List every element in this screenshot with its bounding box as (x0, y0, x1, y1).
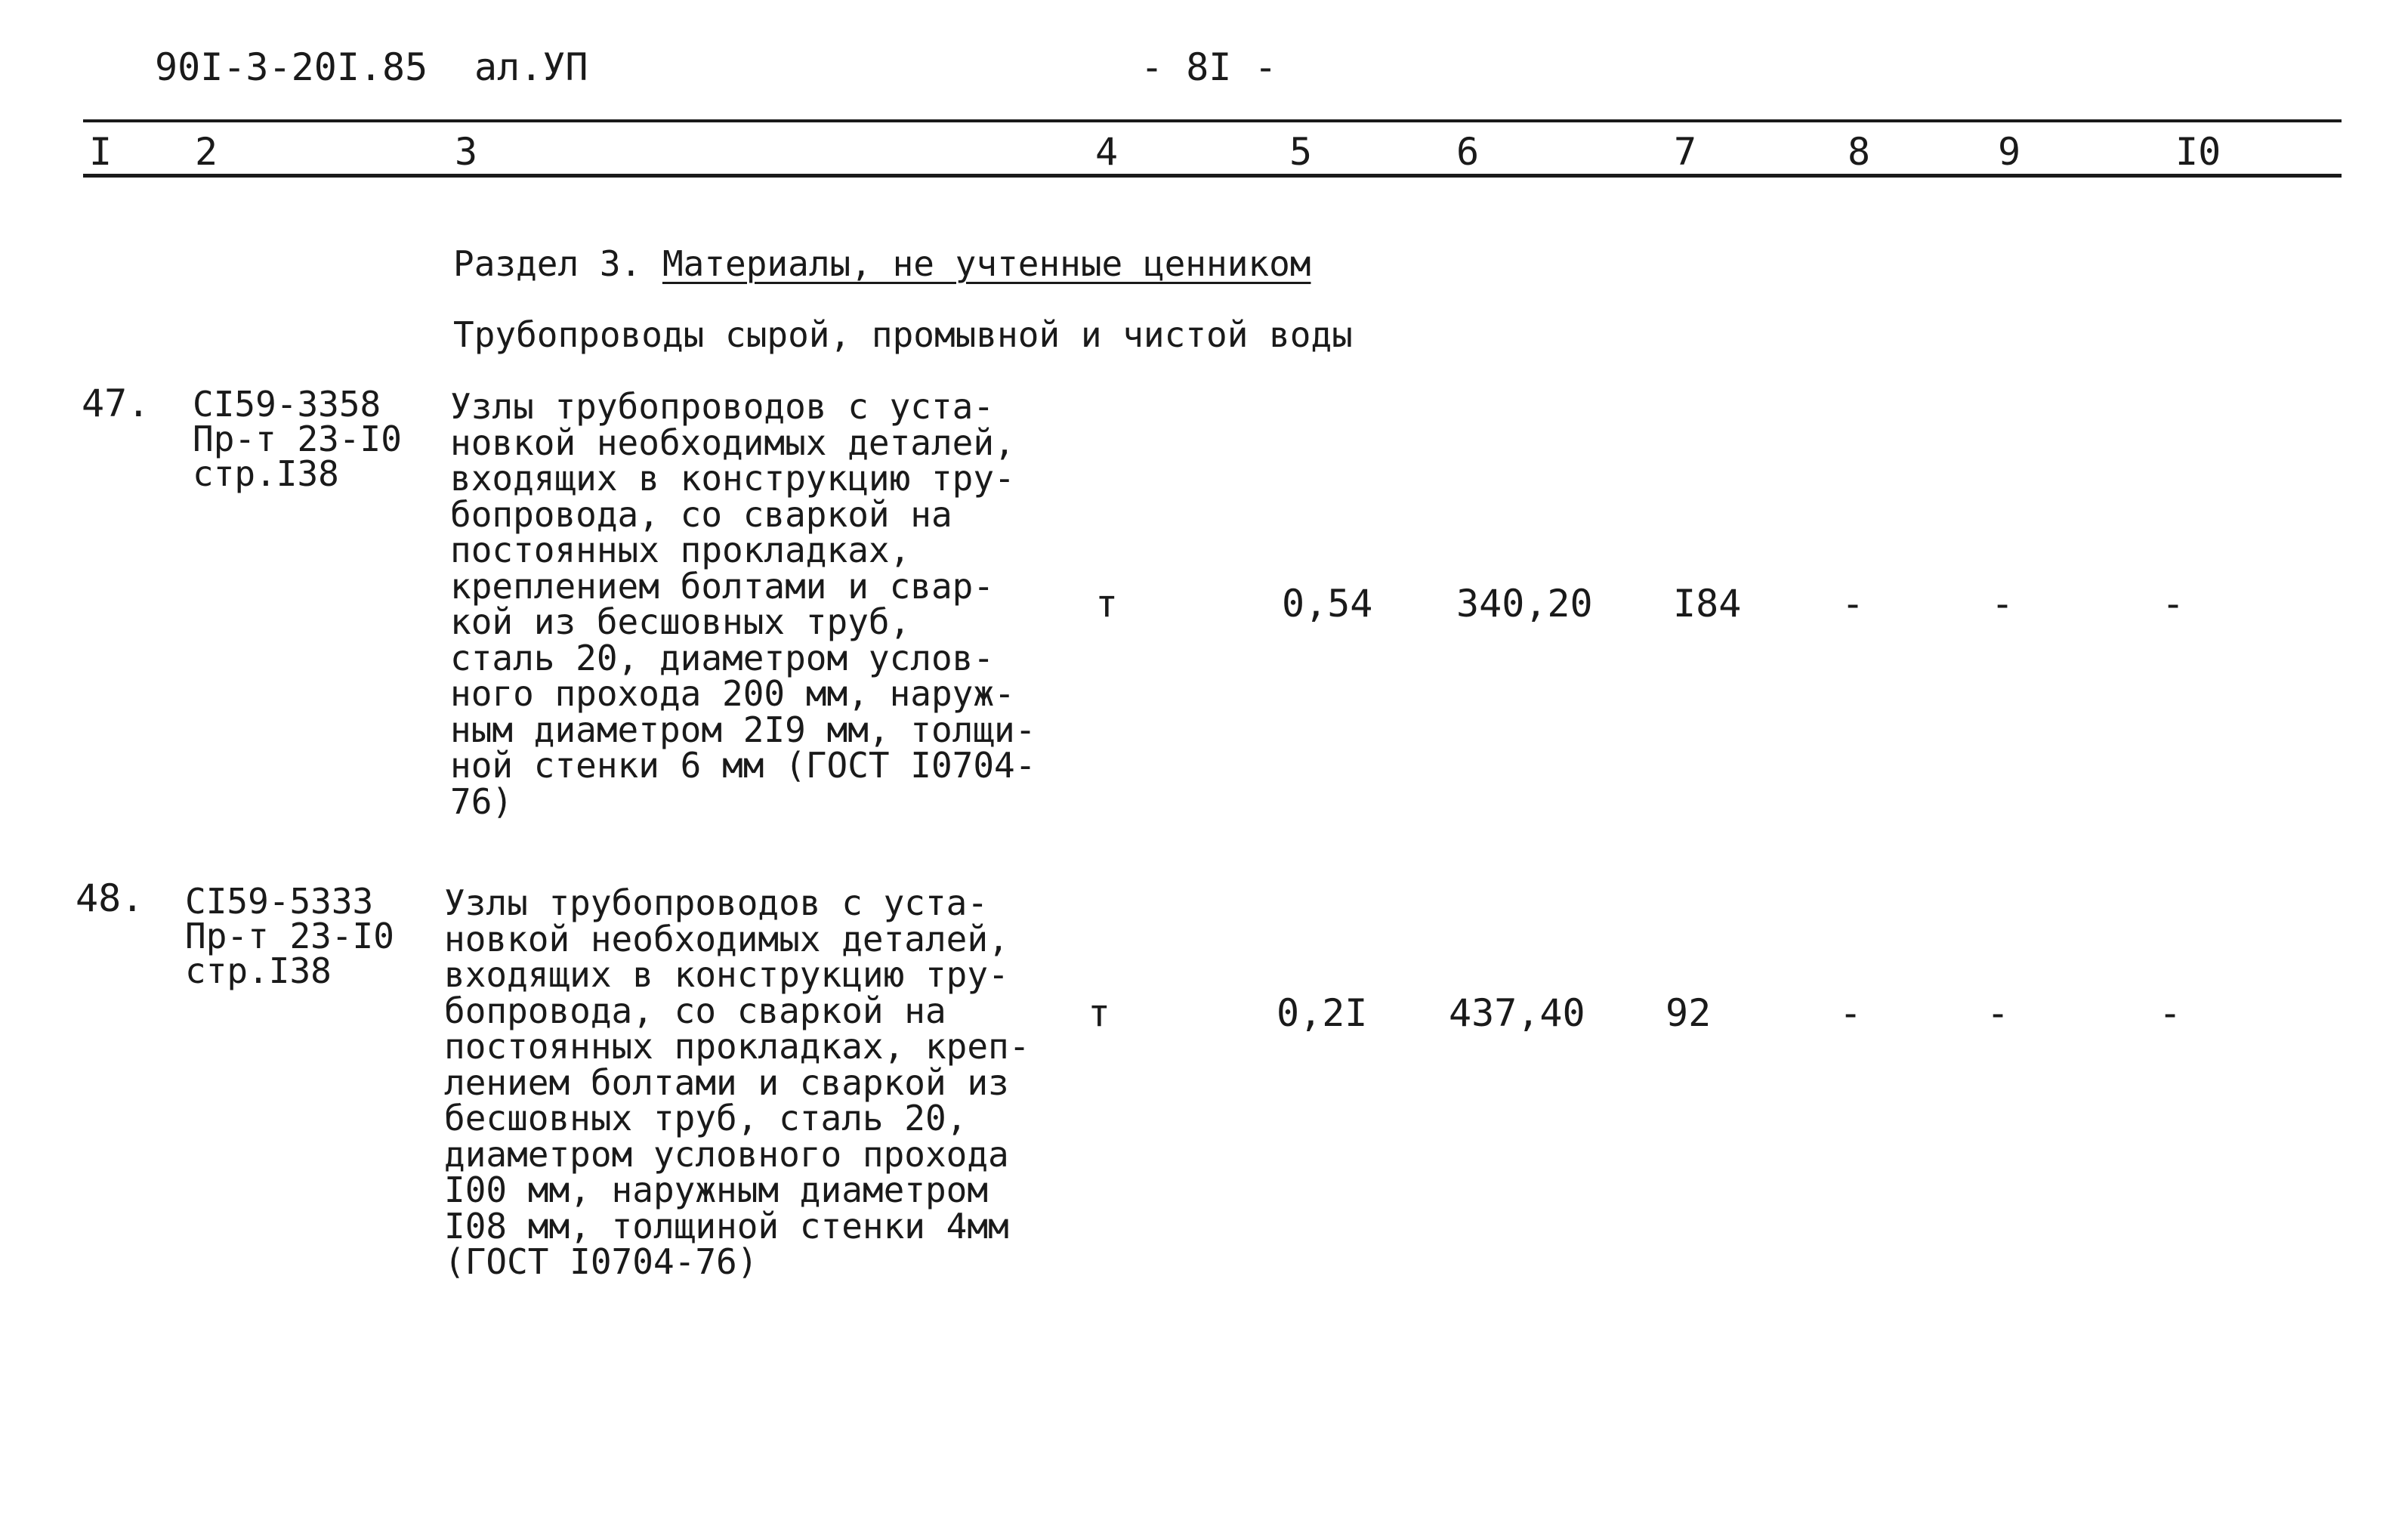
column-header-7: 7 (1674, 130, 1697, 174)
column-9-cell: - (1987, 991, 2010, 1035)
column-8-cell: - (1839, 991, 1863, 1035)
description-line: лением болтами и сваркой из (444, 1061, 1009, 1103)
description-line: I08 мм, толщиной стенки 4мм (444, 1205, 1009, 1247)
price-code (185, 881, 394, 991)
quantity-cell: 0,2I (1277, 991, 1368, 1035)
description-line: бесшовных труб, сталь 20, (444, 1098, 968, 1139)
column-header-8: 8 (1848, 130, 1871, 174)
row-number: 48. (76, 876, 144, 920)
description-line: постоянных прокладках, (450, 530, 911, 570)
column-8-cell: - (1842, 582, 1865, 626)
price-code-line: стр.I38 (193, 453, 339, 494)
description-line: I00 мм, наружным диаметром (444, 1169, 989, 1210)
column-header-4: 4 (1095, 130, 1119, 174)
column-header-10: I0 (2175, 130, 2221, 174)
description-line: входящих в конструкцию тру- (450, 458, 1015, 499)
description-line: входящих в конструкцию тру- (444, 954, 1009, 995)
item-description (444, 882, 1030, 1282)
price-code-line: стр.I38 (185, 950, 332, 991)
item-description (450, 386, 1036, 822)
price-cell: 340,20 (1456, 582, 1593, 626)
document-code: 90I-3-20I.85 (155, 45, 428, 89)
column-header-9: 9 (1998, 130, 2021, 174)
column-header-5: 5 (1289, 130, 1313, 174)
description-line: постоянных прокладках, креп- (444, 1026, 1030, 1067)
column-10-cell: - (2159, 991, 2182, 1035)
section-prefix: Раздел 3. (453, 243, 642, 284)
price-code-line: Пр-т 23-I0 (185, 916, 394, 956)
description-line: 76) (450, 780, 514, 822)
description-line: ного прохода 200 мм, наруж- (450, 673, 1015, 714)
table-header-rule (83, 174, 2342, 178)
price-cell: 437,40 (1449, 991, 1585, 1035)
column-header-1: I (89, 130, 113, 174)
description-line: бопровода, со сваркой на (444, 990, 946, 1031)
album-label: ал.УП (474, 45, 588, 89)
description-line: кой из бесшовных труб, (450, 601, 911, 642)
description-line: сталь 20, диаметром услов- (450, 637, 995, 678)
price-code (193, 384, 402, 494)
section-title: Материалы, не учтенные ценником (662, 243, 1311, 284)
description-line: (ГОСТ I0704-76) (444, 1241, 758, 1282)
unit-cell: т (1095, 582, 1119, 626)
column-10-cell: - (2162, 582, 2185, 626)
section-subtitle: Трубопроводы сырой, промывной и чистой воды (453, 314, 1353, 355)
page-number: - 8I - (1141, 45, 1277, 89)
description-line: новкой необходимых деталей, (450, 422, 1015, 463)
column-header-2: 2 (195, 130, 218, 174)
column-7-cell: I84 (1673, 582, 1742, 626)
row-number: 47. (82, 382, 150, 425)
price-code-line: CI59-5333 (185, 881, 374, 922)
price-code-line: CI59-3358 (193, 384, 381, 425)
description-line: диаметром условного прохода (444, 1133, 1009, 1175)
column-9-cell: - (1991, 582, 2014, 626)
section-heading (453, 243, 1311, 284)
description-line: бопровода, со сваркой на (450, 493, 952, 535)
column-7-cell: 92 (1666, 991, 1712, 1035)
unit-cell: т (1088, 991, 1111, 1035)
description-line: ной стенки 6 мм (ГОСТ I0704- (450, 745, 1036, 786)
column-header-3: 3 (455, 130, 478, 174)
description-line: ным диаметром 2I9 мм, толщи- (450, 709, 1036, 750)
description-line: Узлы трубопроводов с уста- (444, 882, 989, 923)
description-line: новкой необходимых деталей, (444, 918, 1009, 959)
column-header-6: 6 (1456, 130, 1480, 174)
description-line: Узлы трубопроводов с уста- (450, 386, 995, 427)
quantity-cell: 0,54 (1282, 582, 1373, 626)
table-top-rule (83, 119, 2342, 122)
price-code-line: Пр-т 23-I0 (193, 419, 402, 459)
description-line: креплением болтами и свар- (450, 565, 995, 607)
